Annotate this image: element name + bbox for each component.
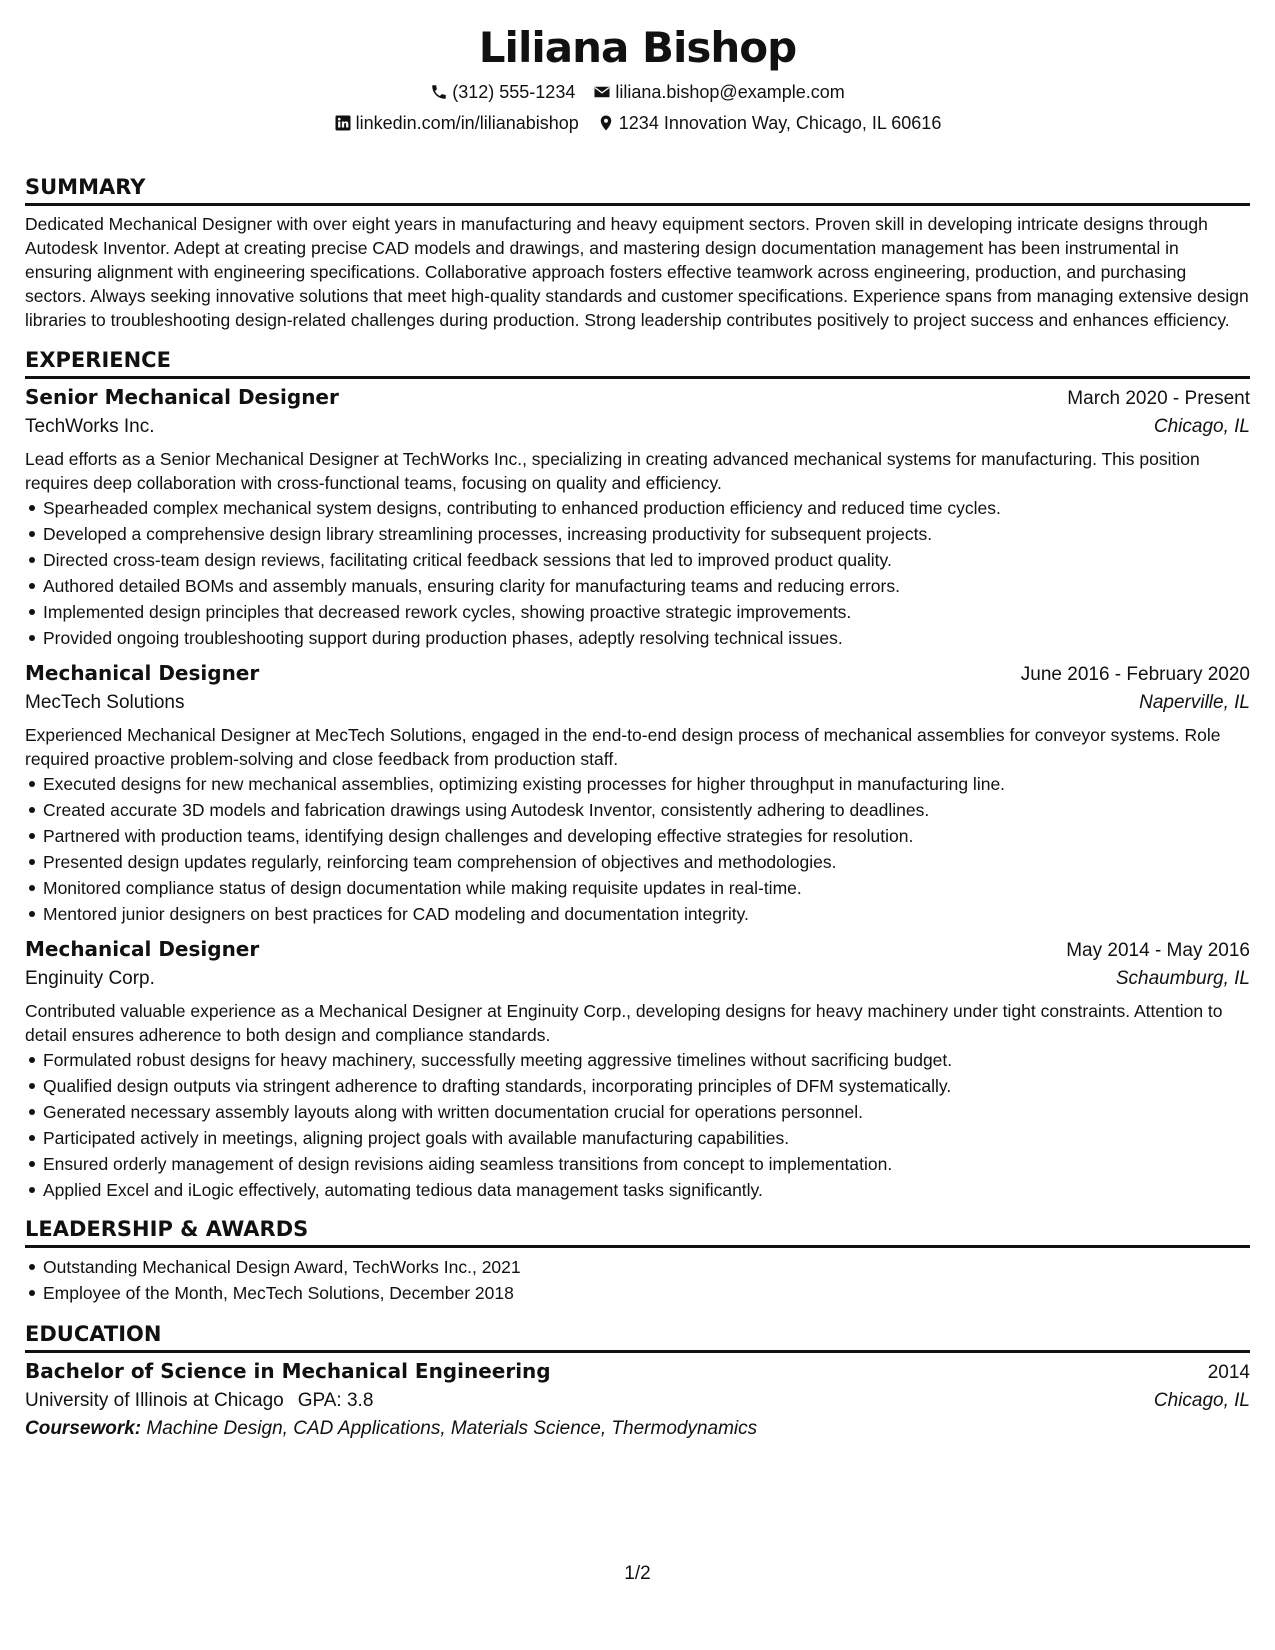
- job-header: [25, 935, 1250, 965]
- list-item: Provided ongoing troubleshooting support during production phases, adeptly resolving technical issues.: [43, 625, 1250, 651]
- experience-section: [25, 346, 1250, 1203]
- job-subheader: [25, 965, 1250, 993]
- job-location: Naperville, IL: [1139, 692, 1250, 713]
- list-item: Presented design updates regularly, reinforcing team comprehension of objectives and methodologies.: [43, 849, 1250, 875]
- map-pin-icon: [597, 114, 615, 132]
- job-title: Senior Mechanical Designer: [25, 385, 339, 409]
- education-header: [25, 1357, 1250, 1387]
- list-item: Formulated robust designs for heavy machinery, successfully meeting aggressive timelines without sacrificing budget.: [43, 1047, 1250, 1073]
- list-item: Partnered with production teams, identifying design challenges and developing effective strategies for resolution.: [43, 823, 1250, 849]
- list-item: Directed cross-team design reviews, facilitating critical feedback sessions that led to improved product quality.: [43, 547, 1250, 573]
- job-dates: March 2020 - Present: [1067, 388, 1250, 409]
- list-item: Mentored junior designers on best practices for CAD modeling and documentation integrity.: [43, 901, 1250, 927]
- list-item: Developed a comprehensive design library streamlining processes, increasing productivity for subsequent projects.: [43, 521, 1250, 547]
- school-location: Chicago, IL: [1153, 1390, 1250, 1411]
- list-item: Ensured orderly management of design revisions aiding seamless transitions from concept to implementation.: [43, 1151, 1250, 1177]
- job-company: TechWorks Inc.: [25, 416, 155, 437]
- list-item: Executed designs for new mechanical assemblies, optimizing existing processes for higher throughput in manufacturing line.: [43, 771, 1250, 797]
- list-item: Generated necessary assembly layouts along with written documentation crucial for operations personnel.: [43, 1099, 1250, 1125]
- list-item: Outstanding Mechanical Design Award, TechWorks Inc., 2021: [43, 1254, 1250, 1280]
- school-info: [25, 1387, 373, 1415]
- job-header: [25, 383, 1250, 413]
- job-location: Chicago, IL: [1153, 416, 1250, 437]
- job-entry: [25, 935, 1250, 1203]
- phone-icon: [430, 83, 448, 101]
- job-description: Contributed valuable experience as a Mechanical Designer at Enginuity Corp., developing designs for heavy machinery under tight constraints. Attention to detail ensures adherence to both design and compliance standards.: [25, 1001, 1223, 1045]
- resume-page: [25, 0, 1250, 1443]
- education-section: [25, 1320, 1250, 1443]
- job-description: Experienced Mechanical Designer at MecTech Solutions, engaged in the end-to-end design process of mechanical assemblies for conveyor systems. Role required proactive problem-solving and close feedback from production staff.: [25, 725, 1221, 769]
- contact-row-2: [25, 111, 1250, 135]
- phone-number: (312) 555-1234: [452, 82, 576, 102]
- email-address[interactable]: liliana.bishop@example.com: [615, 82, 845, 102]
- list-item: Spearheaded complex mechanical system designs, contributing to enhanced production efficiency and reduced time cycles.: [43, 495, 1250, 521]
- street-address: 1234 Innovation Way, Chicago, IL 60616: [618, 113, 942, 133]
- summary-section: [25, 173, 1250, 332]
- list-item: Created accurate 3D models and fabrication drawings using Autodesk Inventor, consistently adhering to deadlines.: [43, 797, 1250, 823]
- list-item: Participated actively in meetings, aligning project goals with available manufacturing capabilities.: [43, 1125, 1250, 1151]
- contact-row-1: [25, 80, 1250, 104]
- linkedin-contact[interactable]: [334, 111, 579, 135]
- job-header: [25, 659, 1250, 689]
- job-dates: May 2014 - May 2016: [1066, 940, 1250, 961]
- job-subheader: [25, 689, 1250, 717]
- page-number: 1/2: [624, 1563, 651, 1584]
- job-location: Schaumburg, IL: [1115, 968, 1250, 989]
- job-bullets: [25, 1047, 1250, 1203]
- education-subheader: [25, 1387, 1250, 1415]
- job-dates: June 2016 - February 2020: [1020, 664, 1250, 685]
- list-item: Employee of the Month, MecTech Solutions, December 2018: [43, 1280, 1250, 1306]
- awards-list: [25, 1254, 1250, 1306]
- job-company: MecTech Solutions: [25, 692, 185, 713]
- job-subheader: [25, 413, 1250, 441]
- address-contact: [597, 111, 942, 135]
- coursework-list: Machine Design, CAD Applications, Materials Science, Thermodynamics: [146, 1418, 758, 1439]
- section-title-summary: SUMMARY: [25, 173, 1250, 206]
- envelope-icon: [593, 83, 611, 101]
- candidate-name: Liliana Bishop: [478, 23, 797, 72]
- list-item: Implemented design principles that decreased rework cycles, showing proactive strategic improvements.: [43, 599, 1250, 625]
- job-bullets: [25, 495, 1250, 651]
- list-item: Qualified design outputs via stringent adherence to drafting standards, incorporating principles of DFM systematically.: [43, 1073, 1250, 1099]
- linkedin-icon: [334, 114, 352, 132]
- section-title-experience: EXPERIENCE: [25, 346, 1250, 379]
- list-item: Applied Excel and iLogic effectively, automating tedious data management tasks significantly.: [43, 1177, 1250, 1203]
- job-bullets: [25, 771, 1250, 927]
- job-title: Mechanical Designer: [25, 661, 260, 685]
- section-title-education: EDUCATION: [25, 1320, 1250, 1353]
- list-item: Monitored compliance status of design documentation while making requisite updates in real-time.: [43, 875, 1250, 901]
- gpa: GPA: 3.8: [297, 1390, 374, 1411]
- degree-title: Bachelor of Science in Mechanical Engineering: [25, 1359, 551, 1383]
- phone-contact: [430, 80, 575, 104]
- linkedin-url[interactable]: linkedin.com/in/lilianabishop: [355, 113, 579, 133]
- job-entry: [25, 383, 1250, 651]
- coursework: [25, 1415, 1250, 1443]
- summary-text: Dedicated Mechanical Designer with over eight years in manufacturing and heavy equipment sectors. Proven skill in developing intricate designs through Autodesk Inventor. Adept at creating precise CAD models and drawings, and mastering design documentation management has been instrumental in ensuring alignment with engineering specifications. Collaborative approach fosters effective teamwork across engineering, production, and purchasing sectors. Always seeking innovative solutions that meet high-quality standards and customer specifications. Experience spans from managing extensive design libraries to troubleshooting design-related challenges during production. Strong leadership contributes positively to project success and enhances efficiency.: [25, 214, 1249, 330]
- job-entry: [25, 659, 1250, 927]
- email-contact[interactable]: [593, 80, 844, 104]
- coursework-label: Coursework:: [25, 1418, 142, 1439]
- school-name: University of Illinois at Chicago: [25, 1390, 284, 1411]
- list-item: Authored detailed BOMs and assembly manuals, ensuring clarity for manufacturing teams and reducing errors.: [43, 573, 1250, 599]
- job-description: Lead efforts as a Senior Mechanical Designer at TechWorks Inc., specializing in creating advanced mechanical systems for manufacturing. This position requires deep collaboration with cross-functional teams, focusing on quality and efficiency.: [25, 449, 1200, 493]
- graduation-year: 2014: [1207, 1362, 1250, 1383]
- job-title: Mechanical Designer: [25, 937, 260, 961]
- awards-section: [25, 1215, 1250, 1306]
- section-title-awards: LEADERSHIP & AWARDS: [25, 1215, 1250, 1248]
- job-company: Enginuity Corp.: [25, 968, 155, 989]
- resume-header: [25, 20, 1250, 135]
